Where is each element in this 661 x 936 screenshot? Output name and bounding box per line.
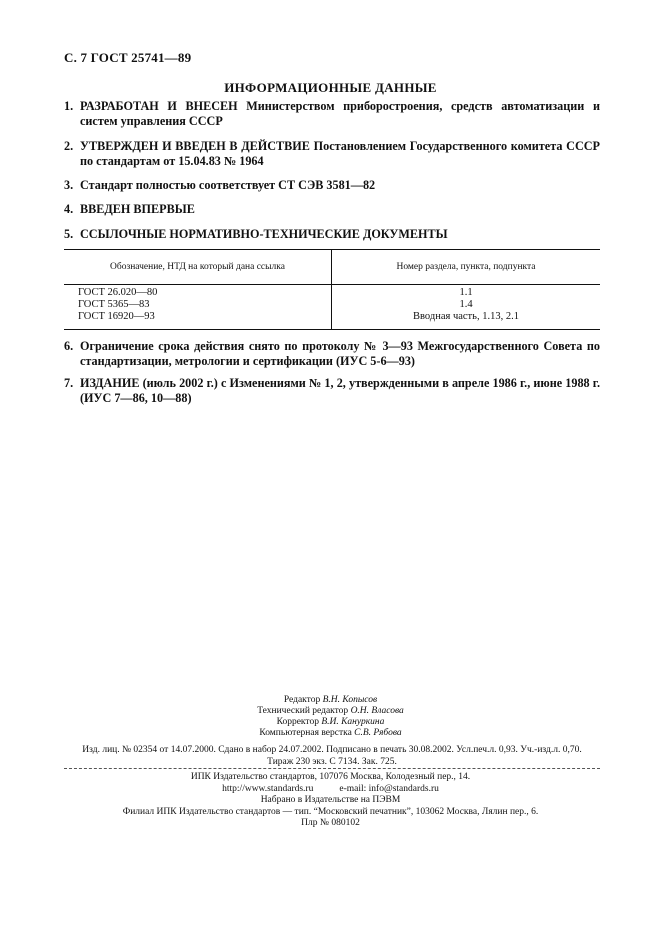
table-cell-section: Вводная часть, 1.13, 2.1 bbox=[413, 311, 519, 322]
table-column-documents bbox=[78, 287, 157, 323]
dashed-divider bbox=[64, 768, 600, 769]
info-item-2 bbox=[64, 139, 600, 169]
publisher-url: http://www.standards.ru bbox=[222, 783, 314, 794]
item-text: ССЫЛОЧНЫЕ НОРМАТИВНО-ТЕХНИЧЕСКИЕ ДОКУМЕНТЫ bbox=[80, 227, 448, 241]
info-item-4 bbox=[64, 202, 600, 217]
item-text: УТВЕРЖДЕН И ВВЕДЕН В ДЕЙСТВИЕ Постановлением Государственного комитета СССР по стандартам от 15.04.83 № 1964 bbox=[80, 139, 600, 168]
info-item-6 bbox=[64, 339, 600, 369]
credit-layout bbox=[0, 728, 661, 739]
item-number: 2. bbox=[64, 139, 74, 153]
publisher-block bbox=[0, 772, 661, 830]
page-header: С. 7 ГОСТ 25741—89 bbox=[64, 50, 192, 65]
table-header-document: Обозначение, НТД на который дана ссылка bbox=[110, 262, 285, 272]
item-text: Ограничение срока действия снято по протоколу № 3—93 Межгосударственного Совета по стандартизации, метрологии и сертификации (ИУС 5-6—93) bbox=[80, 339, 600, 368]
publisher-contacts bbox=[0, 784, 661, 796]
table-cell-doc: ГОСТ 5365—83 bbox=[78, 299, 150, 310]
publisher-plr: Плр № 080102 bbox=[301, 818, 360, 828]
item-number: 3. bbox=[64, 178, 74, 192]
item-number: 7. bbox=[64, 376, 74, 390]
section-title: ИНФОРМАЦИОННЫЕ ДАННЫЕ bbox=[224, 80, 437, 95]
item-text: РАЗРАБОТАН И ВНЕСЕН Министерством приборостроения, средств автоматизации и систем управления СССР bbox=[80, 99, 600, 128]
print-info-line: Изд. лиц. № 02354 от 14.07.2000. Сдано в набор 24.07.2002. Подписано в печать 30.08.2002. Усл.печ.л. 0,93. Уч.-изд.л. 0,70. bbox=[82, 745, 582, 755]
credit-editor bbox=[0, 695, 661, 706]
publisher-branch: Филиал ИПК Издательство стандартов — тип. “Московский печатник”, 103062 Москва, Лялин пер., 6. bbox=[122, 806, 539, 817]
credit-role: Технический редактор bbox=[257, 706, 349, 716]
print-info bbox=[64, 744, 600, 768]
info-item-7 bbox=[64, 376, 600, 406]
credit-name: С.В. Рябова bbox=[354, 728, 402, 738]
info-item-5 bbox=[64, 227, 600, 242]
table-header-divider bbox=[64, 284, 600, 285]
item-text: ВВЕДЕН ВПЕРВЫЕ bbox=[80, 202, 195, 216]
table-cell-section: 1.4 bbox=[459, 299, 473, 310]
publisher-email: e-mail: info@standards.ru bbox=[339, 783, 439, 794]
table-header-section: Номер раздела, пункта, подпункта bbox=[396, 262, 536, 272]
item-number: 1. bbox=[64, 99, 74, 113]
item-text: Стандарт полностью соответствует СТ СЭВ 3581—82 bbox=[80, 178, 376, 192]
item-number: 5. bbox=[64, 227, 74, 241]
table-cell-doc: ГОСТ 26.020—80 bbox=[78, 287, 158, 298]
credit-role: Корректор bbox=[276, 717, 319, 727]
credit-name: В.И. Кануркина bbox=[321, 717, 385, 727]
credit-proofreader bbox=[0, 717, 661, 728]
info-item-1 bbox=[64, 99, 600, 129]
credit-tech-editor bbox=[0, 706, 661, 717]
info-item-3 bbox=[64, 178, 600, 193]
reference-table bbox=[64, 249, 600, 330]
publisher-typeset: Набрано в Издательстве на ПЭВМ bbox=[260, 795, 401, 805]
item-number: 4. bbox=[64, 202, 74, 216]
table-cell-section: 1.1 bbox=[459, 287, 473, 298]
credit-name: В.Н. Копысов bbox=[322, 695, 378, 705]
credit-role: Компьютерная верстка bbox=[259, 728, 352, 738]
item-text: ИЗДАНИЕ (июль 2002 г.) с Изменениями № 1, 2, утвержденными в апреле 1986 г., июне 1988 г. (ИУС 7—86, 10—88) bbox=[80, 376, 600, 405]
publisher-address: ИПК Издательство стандартов, 107076 Москва, Колодезный пер., 14. bbox=[190, 772, 471, 782]
print-info-line: Тираж 230 экз. С 7134. Зак. 725. bbox=[267, 757, 397, 767]
item-number: 6. bbox=[64, 339, 74, 353]
credits-block bbox=[0, 695, 661, 739]
table-cell-doc: ГОСТ 16920—93 bbox=[78, 311, 155, 322]
credit-name: О.Н. Власова bbox=[350, 706, 404, 716]
table-column-sections bbox=[332, 287, 600, 323]
credit-role: Редактор bbox=[283, 695, 321, 705]
